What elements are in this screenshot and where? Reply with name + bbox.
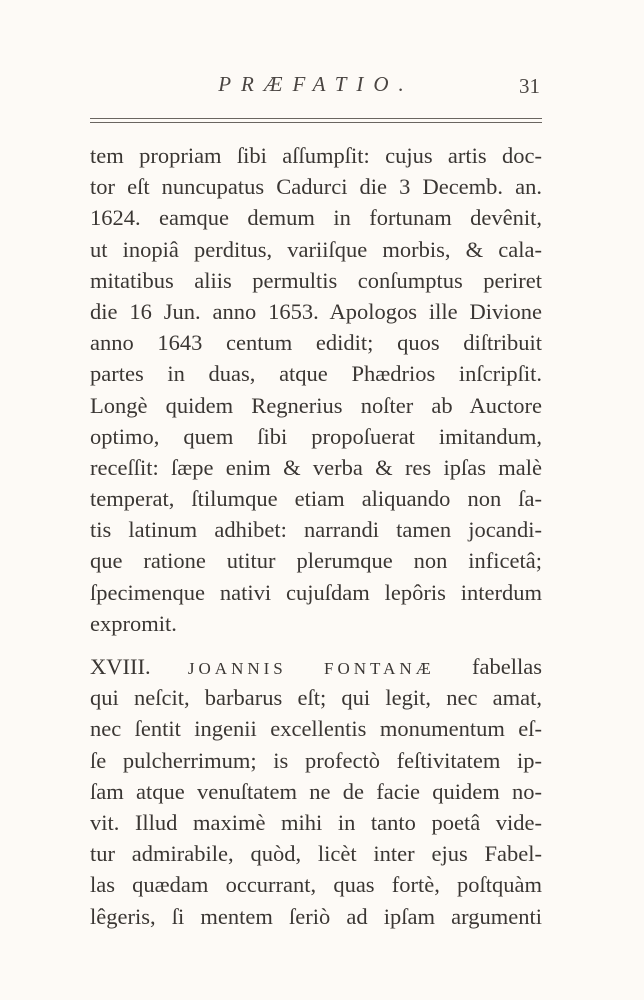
page-number: 31 <box>519 74 540 98</box>
running-title: PRÆFATIO. <box>218 72 414 96</box>
text-line: anno 1643 centum edidit; quos diſtribuit <box>90 330 542 356</box>
section-number: XVIII. <box>90 654 151 679</box>
text-line: expromit. <box>90 610 177 636</box>
header-rule-thin <box>90 118 542 119</box>
paragraph-2 <box>90 651 542 932</box>
text-line: tem propriam ſibi aſſumpſit: cujus artis doc- <box>90 143 542 168</box>
paragraph-1 <box>90 140 542 639</box>
text-line: qui neſcit, barbarus eſt; qui legit, nec amat, <box>90 685 542 711</box>
text-line: vit. Illud maximè mihi in tanto poetâ vide- <box>90 809 542 835</box>
text-line: receſſit: ſæpe enim & verba & res ipſas malè <box>90 454 542 480</box>
text-line: temperat, ſtilumque etiam aliquando non ſa- <box>90 486 542 512</box>
text-line: mitatibus aliis permultis conſumptus periret <box>90 267 542 293</box>
text-line: que ratione utitur plerumque non inficetâ; <box>90 548 542 574</box>
text-line: die 16 Jun. anno 1653. Apologos ille Divione <box>90 298 542 324</box>
text-line: ſpecimenque nativi cujuſdam lepôris interdum <box>90 579 542 605</box>
author-first-name: JOANNIS <box>187 659 287 678</box>
text-line: ut inopiâ perditus, variiſque morbis, & cala- <box>90 236 542 262</box>
author-last-name: FONTANÆ <box>324 659 435 678</box>
body-text <box>90 140 542 932</box>
running-head <box>90 72 542 106</box>
text-line: tor eſt nuncupatus Cadurci die 3 Decemb. an. <box>90 174 542 200</box>
text-line: lêgeris, ſi mentem ſeriò ad ipſam argumenti <box>90 903 542 929</box>
text-line: tur admirabile, quòd, licèt inter ejus Fabel- <box>90 841 542 867</box>
text-line: 1624. eamque demum in fortunam devênit, <box>90 205 542 231</box>
header-rule-thick <box>90 122 542 123</box>
text-line: ſam atque venuſtatem ne de facie quidem no- <box>90 778 542 804</box>
text-line: tis latinum adhibet: narrandi tamen jocandi- <box>90 517 542 543</box>
text-line: Longè quidem Regnerius noſter ab Auctore <box>90 392 542 418</box>
text-line: nec ſentit ingenii excellentis monumentum eſ- <box>90 716 542 742</box>
text-line: optimo, quem ſibi propoſuerat imitandum, <box>90 423 542 449</box>
opening-line-rest: fabellas <box>472 654 543 679</box>
paragraph-opening-line <box>90 651 542 682</box>
text-line: partes in duas, atque Phædrios inſcripſit. <box>90 361 542 387</box>
text-line: las quædam occurrant, quas fortè, poſtquàm <box>90 872 542 898</box>
text-line: ſe pulcherrimum; is profectò feſtivitatem ip- <box>90 747 542 773</box>
paragraph-gap <box>90 639 542 651</box>
